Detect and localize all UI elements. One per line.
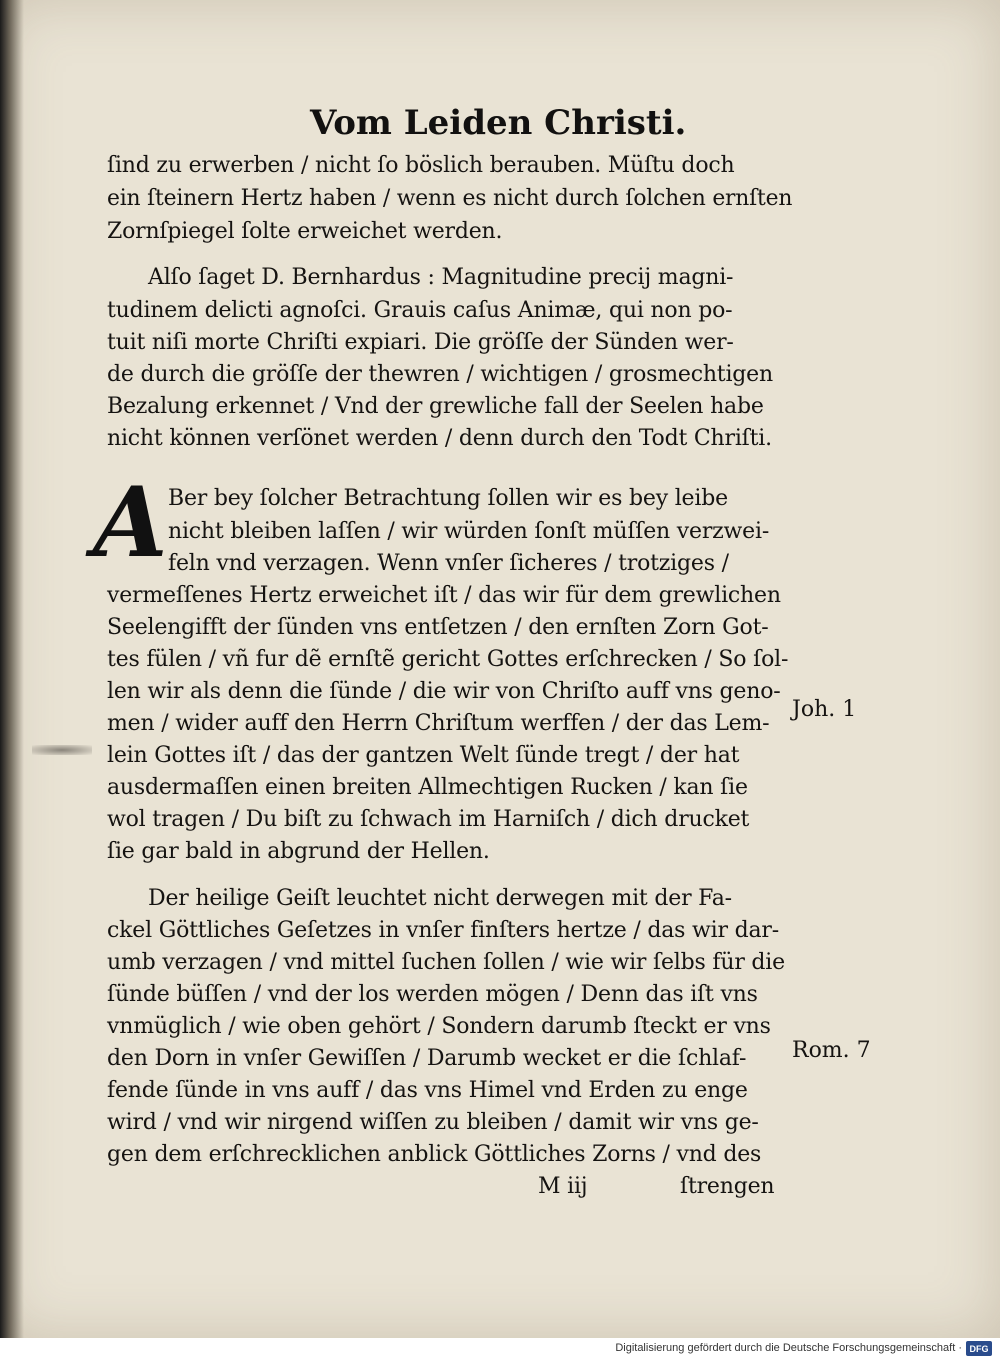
running-head: Vom Leiden Christi.: [310, 103, 687, 143]
text-line: ckel Göttliches Geſetzes in vnſer finſters hertze / das wir dar-: [107, 918, 779, 943]
text-line: vermeſſenes Hertz erweichet iſt / das wir für dem grewlichen: [107, 583, 781, 608]
text-line: wol tragen / Du biſt zu ſchwach im Harniſch / dich drucket: [107, 807, 750, 832]
drop-cap: A: [93, 466, 168, 579]
text-line: wird / vnd wir nirgend wiſſen zu bleiben / damit wir vns ge-: [107, 1110, 759, 1135]
margin-note-joh: Joh. 1: [792, 697, 857, 722]
text-line: ſünde büſſen / vnd der los werden mögen / Denn das iſt vns: [107, 982, 758, 1007]
text-line: lein Gottes iſt / das der gantzen Welt ſünde tregt / der hat: [107, 743, 740, 768]
text-line: tudinem delicti agnoſci. Grauis caſus Animæ, qui non po-: [107, 298, 733, 323]
text-line: vnmüglich / wie oben gehört / Sondern darumb ſteckt er vns: [107, 1014, 771, 1039]
dfg-logo: DFG: [966, 1341, 992, 1356]
text-line: Der heilige Geiſt leuchtet nicht derwegen mit der Fa-: [148, 886, 732, 911]
text-line: ſie gar bald in abgrund der Hellen.: [107, 839, 490, 864]
page-gutter-shadow: [0, 0, 24, 1338]
margin-note-rom: Rom. 7: [792, 1038, 871, 1063]
text-line: Zornſpiegel ſolte erweichet werden.: [107, 219, 503, 244]
text-line: len wir als denn die ſünde / die wir von Chriſto auff vns geno-: [107, 679, 781, 704]
text-line: Bezalung erkennet / Vnd der grewliche fall der Seelen habe: [107, 394, 764, 419]
text-line: nicht können verſönet werden / denn durch den Todt Chriſti.: [107, 426, 772, 451]
text-line: nicht bleiben laſſen / wir würden ſonſt müſſen verzwei-: [168, 519, 770, 544]
text-line: ein ſteinern Hertz haben / wenn es nicht durch ſolchen ernſten: [107, 186, 793, 211]
text-line: de durch die gröſſe der thewren / wichtigen / grosmechtigen: [107, 362, 773, 387]
funding-credit: Digitalisierung gefördert durch die Deutsche Forschungsgemeinschaft ·: [615, 1342, 962, 1354]
text-line: Seelengifft der ſünden vns entſetzen / den ernſten Zorn Got-: [107, 615, 769, 640]
text-line: tuit niſi morte Chriſti expiari. Die gröſſe der Sünden wer-: [107, 330, 734, 355]
text-line: Alſo ſaget D. Bernhardus : Magnitudine precij magni-: [148, 265, 734, 290]
text-line: gen dem erſchrecklichen anblick Göttliches Zorns / vnd des: [107, 1142, 762, 1167]
signature-mark: M iij: [538, 1174, 588, 1199]
text-line: tes fülen / vñ fur dẽ ernſtẽ gericht Gottes erſchrecken / So ſol-: [107, 647, 789, 672]
ink-blot: [32, 745, 92, 755]
text-line: fende ſünde in vns auff / das vns Himel vnd Erden zu enge: [107, 1078, 748, 1103]
text-line: den Dorn in vnſer Gewiſſen / Darumb wecket er die ſchlaf-: [107, 1046, 747, 1071]
catchword: ſtrengen: [680, 1174, 775, 1199]
text-line: men / wider auff den Herrn Chriſtum werffen / der das Lem-: [107, 711, 770, 736]
text-line: ausdermaſſen einen breiten Allmechtigen Rucken / kan ſie: [107, 775, 748, 800]
text-line: ſind zu erwerben / nicht ſo böslich berauben. Müſtu doch: [107, 153, 735, 178]
text-line: Ber bey ſolcher Betrachtung ſollen wir es bey leibe: [168, 486, 728, 511]
text-line: umb verzagen / vnd mittel ſuchen ſollen / wie wir ſelbs für die: [107, 950, 785, 975]
text-line: feln vnd verzagen. Wenn vnſer ſicheres / trotziges /: [168, 551, 729, 576]
